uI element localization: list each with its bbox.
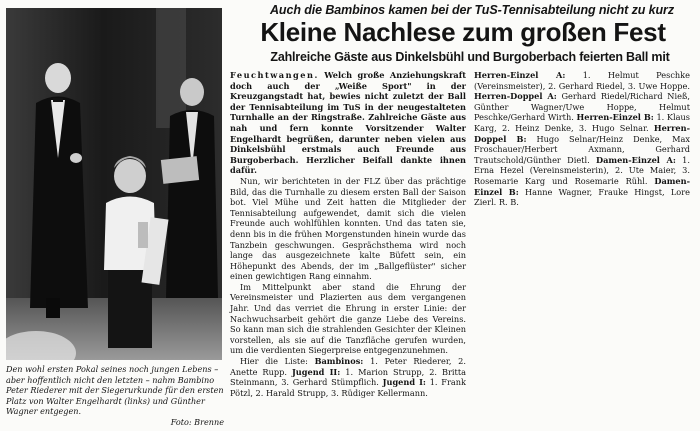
result-label: Damen-Einzel A: [596, 154, 676, 165]
event-photo [6, 8, 222, 360]
lead-paragraph [230, 70, 466, 176]
result-text: 1. Klaus Karg, 2. Heinz Denke, 3. Hugo Selnar. [474, 112, 691, 133]
lead-text: Welch große Anziehungskraft doch auch der „Weiße Sport" in der Kreuzgangstadt hat, bewies nicht zuletzt der Ball der Tennisabteilung im TuS in der neugestalteten Turnhalle an der Ringstraße. Zahlreiche Gäste aus nah und fern konnte Vorsitzender Walter Engelhardt begrüßen, darunter neben vielen aus Dinkelsbühl erstmals auch Freunde aus Burgoberbach. Herzlicher Beifall dankte ihnen dafür. [230, 70, 466, 176]
caption-text: Den wohl ersten Pokal seines noch jungen Lebens – aber hoffentlich nicht den letzten – nahm Bambino Peter Riederer mit der Siegerurkunde für den ersten Platz von Walter Engelhardt (links) und Günther Wagner entgegen. [6, 364, 224, 417]
body-paragraph: Nun, wir berichteten in der FLZ über das prächtige Bild, das die Turnhalle zu diesem ersten Ball der Saison bot. Viel Mühe und Zeit hatten die Mitglieder der Tennisabteilung aufgewendet, damit sich die vielen Freunde auch wohlfühlen konnten. Und das taten sie, denn bis in die frühen Morgenstunden hinein wurde das Tanzbein geschwungen. Gesprächsthema wird noch lange das ausgezeichnete kalte Büfett sein, ein Höhepunkt des Abends, der im „Ballgeflüster" sicher einen gewichtigen Rang einnahm. [230, 175, 466, 282]
headline: Kleine Nachlese zum großen Fest [260, 17, 666, 47]
result-text: 1. Peter Riederer, 2. Anette Rupp. [230, 356, 466, 377]
result-text: Gerhard Riedel/Richard Nieß, Günther Wagner/Uwe Hoppe, Helmut Peschke/Gerhard Wirth. [474, 91, 690, 123]
result-label: Herren-Doppel B: [474, 122, 690, 144]
result-text: 1. Frank Pötzl, 2. Harald Strupp, 3. Rüdiger Kellermann. [230, 377, 466, 398]
author-signature: R. B. [498, 197, 519, 208]
photo-credit: Foto: Brenne [170, 416, 224, 427]
result-label: Herren-Einzel B: [576, 112, 654, 123]
result-text: 1. Helmut Peschke (Vereinsmeister), 2. Gerhard Riedel, 3. Uwe Hoppe. [474, 70, 690, 91]
dateline: Feuchtwangen. [230, 70, 319, 80]
result-label: Bambinos: [314, 356, 364, 367]
photo-caption [6, 364, 224, 428]
result-text: 1. Erna Hezel (Vereinsmeisterin), 2. Ute Maier, 3. Rosemarie Karg und Rosemarie Rühl. [474, 154, 690, 186]
result-text: Hanne Wagner, Frauke Hingst, Lore Zierl. [474, 186, 690, 208]
subheadline: Zahlreiche Gäste aus Dinkelsbühl und Burgoberbach feierten Ball mit [270, 50, 670, 64]
article-column-middle [230, 70, 466, 398]
result-label: Damen-Einzel B: [474, 175, 690, 197]
result-text: Hugo Selnar/Heinz Denke, Max Froschauer/Herbert Axmann, Gerhard Trautschold/Günther Dietl. [474, 133, 691, 165]
article-column-right [474, 70, 690, 208]
result-label: Herren-Doppel A: [474, 91, 557, 102]
result-label: Jugend II: [291, 366, 341, 377]
result-label: Jugend I: [382, 377, 426, 388]
results-list-adults [474, 70, 690, 208]
list-intro: Hier die Liste: [240, 356, 315, 367]
kicker: Auch die Bambinos kamen bei der TuS-Tennisabteilung nicht zu kurz [270, 3, 674, 17]
body-paragraph: Im Mittelpunkt aber stand die Ehrung der Vereinsmeister und Plazierten aus dem vergangenen Jahr. Und das verriet die Ehrung in erster Linie: der Nachwuchsarbeit gehört die ganze Liebe des Vereins. So kann man sich die strahlenden Gesichter der Kleinen vorstellen, als sie auf die Tanzfläche gerufen wurden, um die verdienten Siegerpreise entgegenzunehmen. [230, 281, 466, 356]
result-label: Herren-Einzel A: [474, 70, 566, 80]
results-list-youth [230, 356, 466, 398]
result-text: 1. Marion Strupp, 2. Britta Steinmann, 3. Gerhard Stümpflich. [230, 366, 466, 388]
